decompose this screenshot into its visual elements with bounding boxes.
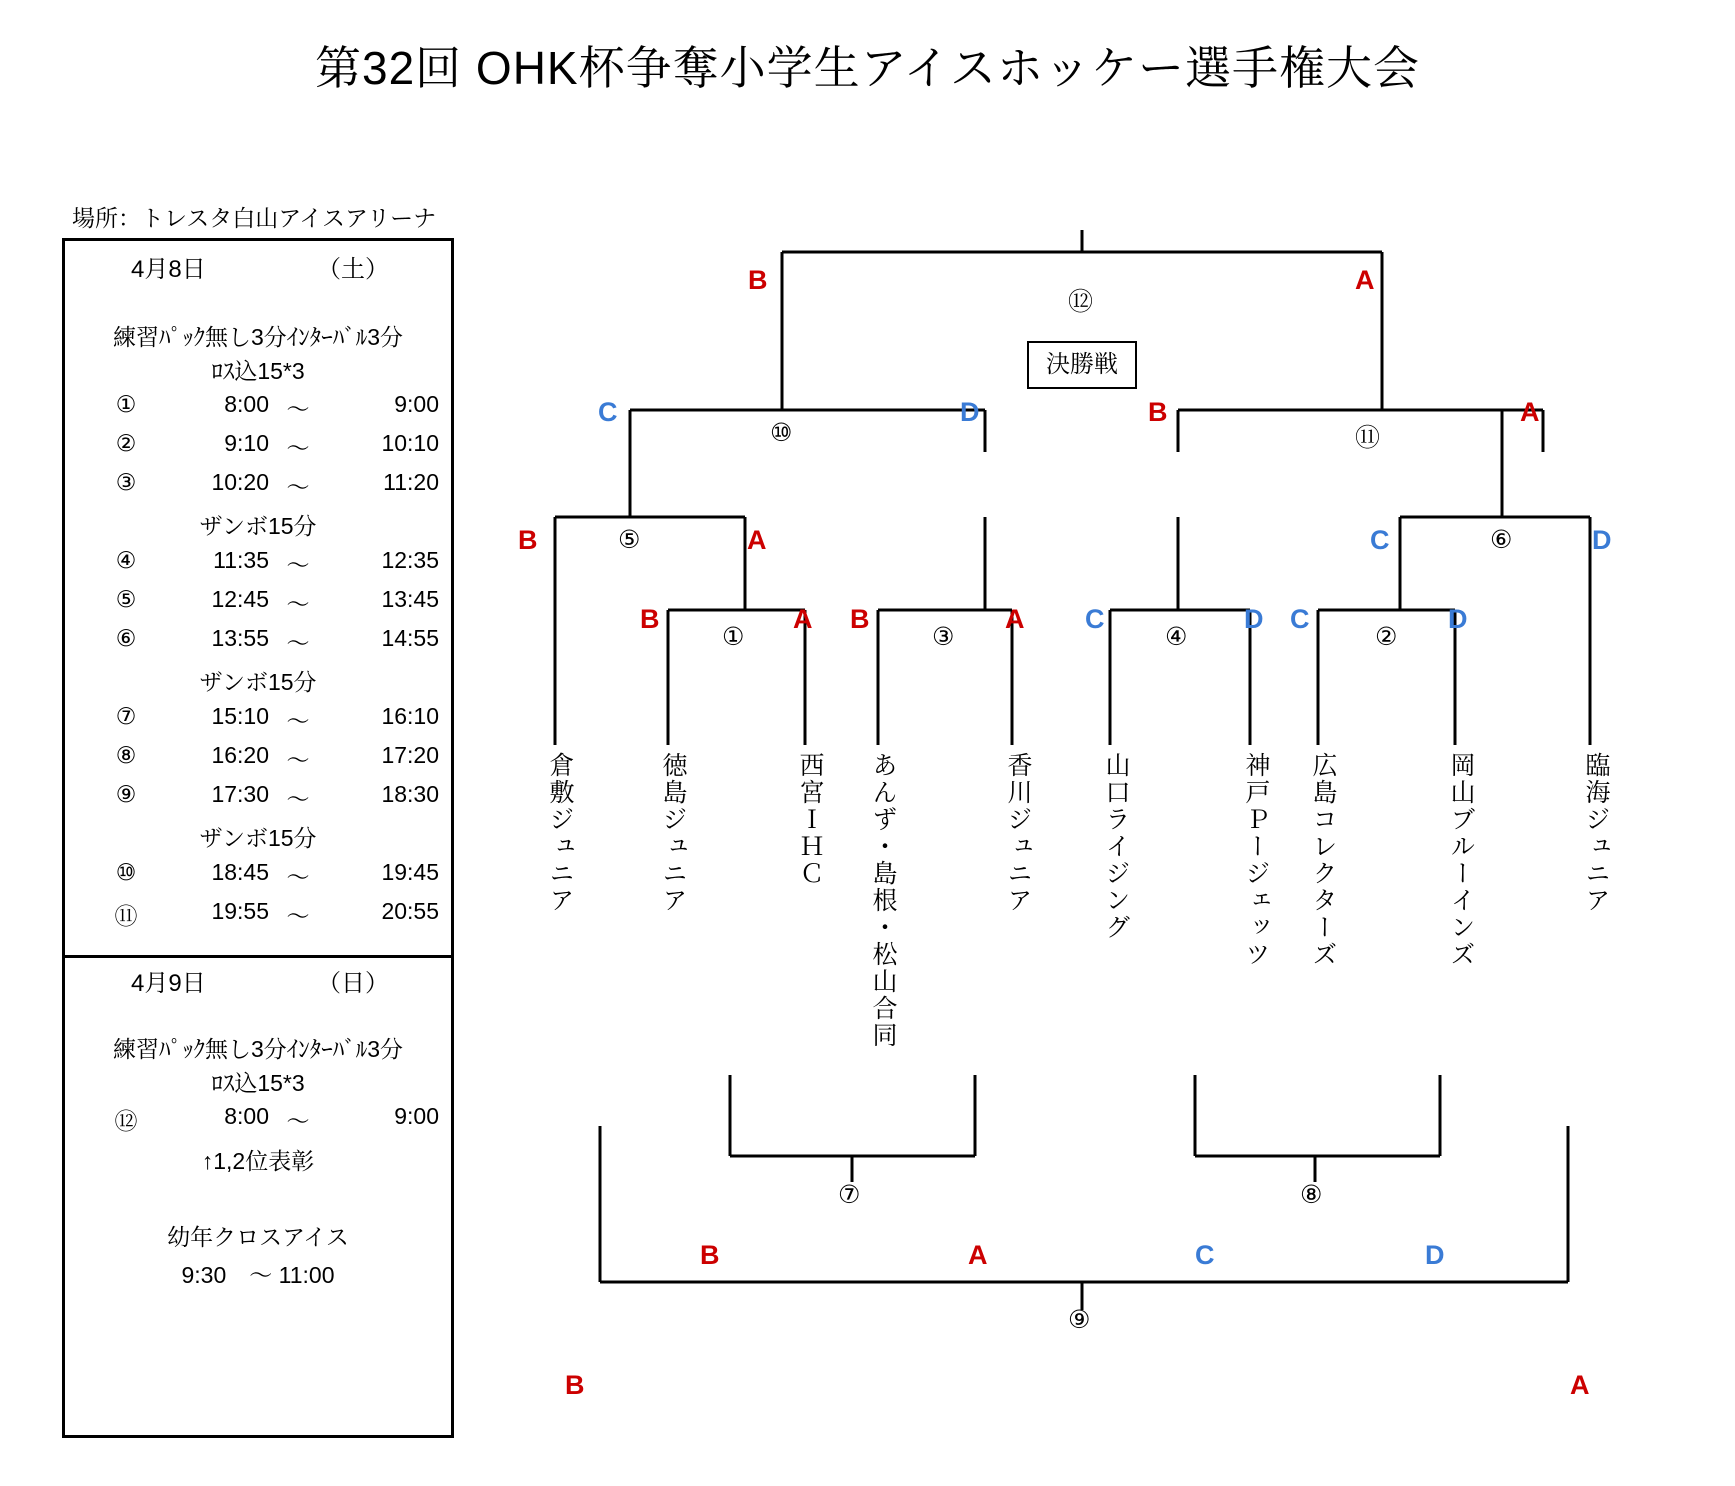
game-number-7: ⑦ bbox=[838, 1181, 861, 1209]
day1-date: 4月8日 bbox=[131, 256, 206, 283]
start-time: 19:55 bbox=[211, 898, 269, 924]
time-separator: ～ bbox=[286, 747, 310, 773]
label-B-game3: B bbox=[850, 604, 870, 634]
game-number: ① bbox=[115, 391, 137, 417]
time-separator: ～ bbox=[286, 903, 310, 929]
time-separator: ～ bbox=[286, 435, 310, 461]
game-number: ⑤ bbox=[115, 586, 137, 612]
time-separator: ～ bbox=[286, 396, 310, 422]
end-time: 20:55 bbox=[381, 898, 439, 924]
end-time: 14:55 bbox=[381, 625, 439, 651]
game-number: ⑫ bbox=[114, 1108, 138, 1134]
end-time: 13:45 bbox=[381, 586, 439, 612]
team-name: 山口ライジング bbox=[1102, 752, 1130, 941]
label-C-game8: C bbox=[1195, 1240, 1215, 1270]
label-B-game11: B bbox=[1148, 397, 1168, 427]
team-name: 広島コレクターズ bbox=[1309, 752, 1337, 968]
game-number: ⑦ bbox=[115, 703, 137, 729]
label-D-game4: D bbox=[1244, 604, 1264, 634]
label-A-game7: A bbox=[968, 1240, 988, 1270]
game-number: ② bbox=[115, 430, 137, 456]
label-A-game9: A bbox=[1570, 1370, 1590, 1400]
label-A-game3: A bbox=[1005, 604, 1025, 634]
label-B-game5: B bbox=[518, 525, 538, 555]
label-D-game10: D bbox=[960, 397, 980, 427]
time-separator: ～ bbox=[286, 591, 310, 617]
time-separator: ～ bbox=[286, 786, 310, 812]
game-number-1: ① bbox=[722, 623, 745, 651]
final-game-box: 決勝戦 bbox=[1027, 341, 1137, 389]
game-number: ⑩ bbox=[115, 859, 137, 885]
page-title: 第32回 OHK杯争奪小学生アイスホッケー選手権大会 bbox=[314, 42, 1421, 94]
team-name: あんず・島根・松山合同 bbox=[869, 752, 897, 1049]
team-name: 岡山ブルーインズ bbox=[1447, 752, 1475, 968]
game-number: ⑨ bbox=[115, 781, 137, 807]
end-time: 18:30 bbox=[381, 781, 439, 807]
start-time: 11:35 bbox=[213, 547, 269, 573]
label-C-game4: C bbox=[1085, 604, 1105, 634]
start-time: 18:45 bbox=[211, 859, 269, 885]
label-B-game7: B bbox=[700, 1240, 720, 1270]
zamboni-note: ザンボ15分 bbox=[199, 669, 317, 695]
team-name: 徳島ジュニア bbox=[659, 752, 687, 914]
label-D-game8: D bbox=[1425, 1240, 1445, 1270]
end-time: 9:00 bbox=[394, 391, 439, 417]
start-time: 13:55 bbox=[211, 625, 269, 651]
game-number: ⑪ bbox=[114, 903, 138, 929]
start-time: 15:10 bbox=[211, 703, 269, 729]
game-number-2: ② bbox=[1375, 623, 1398, 651]
game-number-11: ⑪ bbox=[1355, 424, 1381, 452]
time-separator: ～ bbox=[286, 864, 310, 890]
game-number-9: ⑨ bbox=[1068, 1306, 1091, 1334]
start-time: 10:20 bbox=[211, 469, 269, 495]
day2-date: 4月9日 bbox=[131, 970, 206, 997]
day1-note1: 練習ﾊﾟｯｸ無し3分ｲﾝﾀｰﾊﾞﾙ3分 bbox=[112, 324, 404, 350]
start-time: 12:45 bbox=[211, 586, 269, 612]
label-D-game2: D bbox=[1448, 604, 1468, 634]
label-A-game1: A bbox=[793, 604, 813, 634]
team-name: 香川ジュニア bbox=[1004, 752, 1032, 914]
end-time: 12:35 bbox=[381, 547, 439, 573]
game-number: ③ bbox=[115, 469, 137, 495]
label-A-game11: A bbox=[1520, 397, 1540, 427]
label-C-game6: C bbox=[1370, 525, 1390, 555]
day2-note1: 練習ﾊﾟｯｸ無し3分ｲﾝﾀｰﾊﾞﾙ3分 bbox=[112, 1036, 404, 1062]
game-number-3: ③ bbox=[932, 623, 955, 651]
end-time: 11:20 bbox=[383, 469, 439, 495]
end-time: 10:10 bbox=[381, 430, 439, 456]
kids-cross-ice-title: 幼年クロスアイス bbox=[167, 1224, 349, 1250]
time-separator: ～ bbox=[286, 552, 310, 578]
end-time: 19:45 bbox=[381, 859, 439, 885]
team-name: 西宮ＩＨＣ bbox=[796, 752, 824, 887]
time-separator: ～ bbox=[286, 1108, 310, 1134]
label-B-game1: B bbox=[640, 604, 660, 634]
game-number: ④ bbox=[115, 547, 137, 573]
zamboni-note: ザンボ15分 bbox=[199, 513, 317, 539]
start-time: 17:30 bbox=[211, 781, 269, 807]
day1-weekday: （土） bbox=[317, 256, 389, 283]
team-name: 倉敷ジュニア bbox=[546, 752, 574, 914]
time-separator: ～ bbox=[286, 630, 310, 656]
award-note: ↑1,2位表彰 bbox=[201, 1148, 315, 1174]
venue-label: 場所：トレスタ白山アイスアリーナ bbox=[72, 205, 437, 231]
game-number-5: ⑤ bbox=[618, 526, 641, 554]
start-time: 8:00 bbox=[224, 1103, 269, 1129]
day2-weekday: （日） bbox=[317, 970, 389, 997]
game-number-6: ⑥ bbox=[1490, 526, 1513, 554]
start-time: 9:10 bbox=[224, 430, 269, 456]
label-C-game2: C bbox=[1290, 604, 1310, 634]
label-A-game12: A bbox=[1355, 265, 1375, 295]
zamboni-note: ザンボ15分 bbox=[199, 825, 317, 851]
game-number: ⑧ bbox=[115, 742, 137, 768]
time-separator: ～ bbox=[286, 708, 310, 734]
team-name: 臨海ジュニア bbox=[1582, 752, 1610, 914]
end-time: 16:10 bbox=[381, 703, 439, 729]
game-number: ⑥ bbox=[115, 625, 137, 651]
team-name: 神戸Ｐージェッツ bbox=[1242, 752, 1270, 968]
day1-note2: ﾛｽ込15*3 bbox=[211, 358, 305, 384]
start-time: 8:00 bbox=[224, 391, 269, 417]
label-A-game5: A bbox=[747, 525, 767, 555]
label-B-game9: B bbox=[565, 1370, 585, 1400]
kids-cross-ice-time: 9:30 ～ 11:00 bbox=[181, 1262, 335, 1288]
end-time: 9:00 bbox=[394, 1103, 439, 1129]
label-B-game12: B bbox=[748, 265, 768, 295]
time-separator: ～ bbox=[286, 474, 310, 500]
start-time: 16:20 bbox=[211, 742, 269, 768]
game-number-10: ⑩ bbox=[770, 419, 793, 447]
game-number-4: ④ bbox=[1165, 623, 1188, 651]
game-number-8: ⑧ bbox=[1300, 1181, 1323, 1209]
label-D-game6: D bbox=[1592, 525, 1612, 555]
end-time: 17:20 bbox=[381, 742, 439, 768]
day2-note2: ﾛｽ込15*3 bbox=[211, 1070, 305, 1096]
label-C-game10: C bbox=[598, 397, 618, 427]
game-number-12: ⑫ bbox=[1068, 288, 1094, 316]
